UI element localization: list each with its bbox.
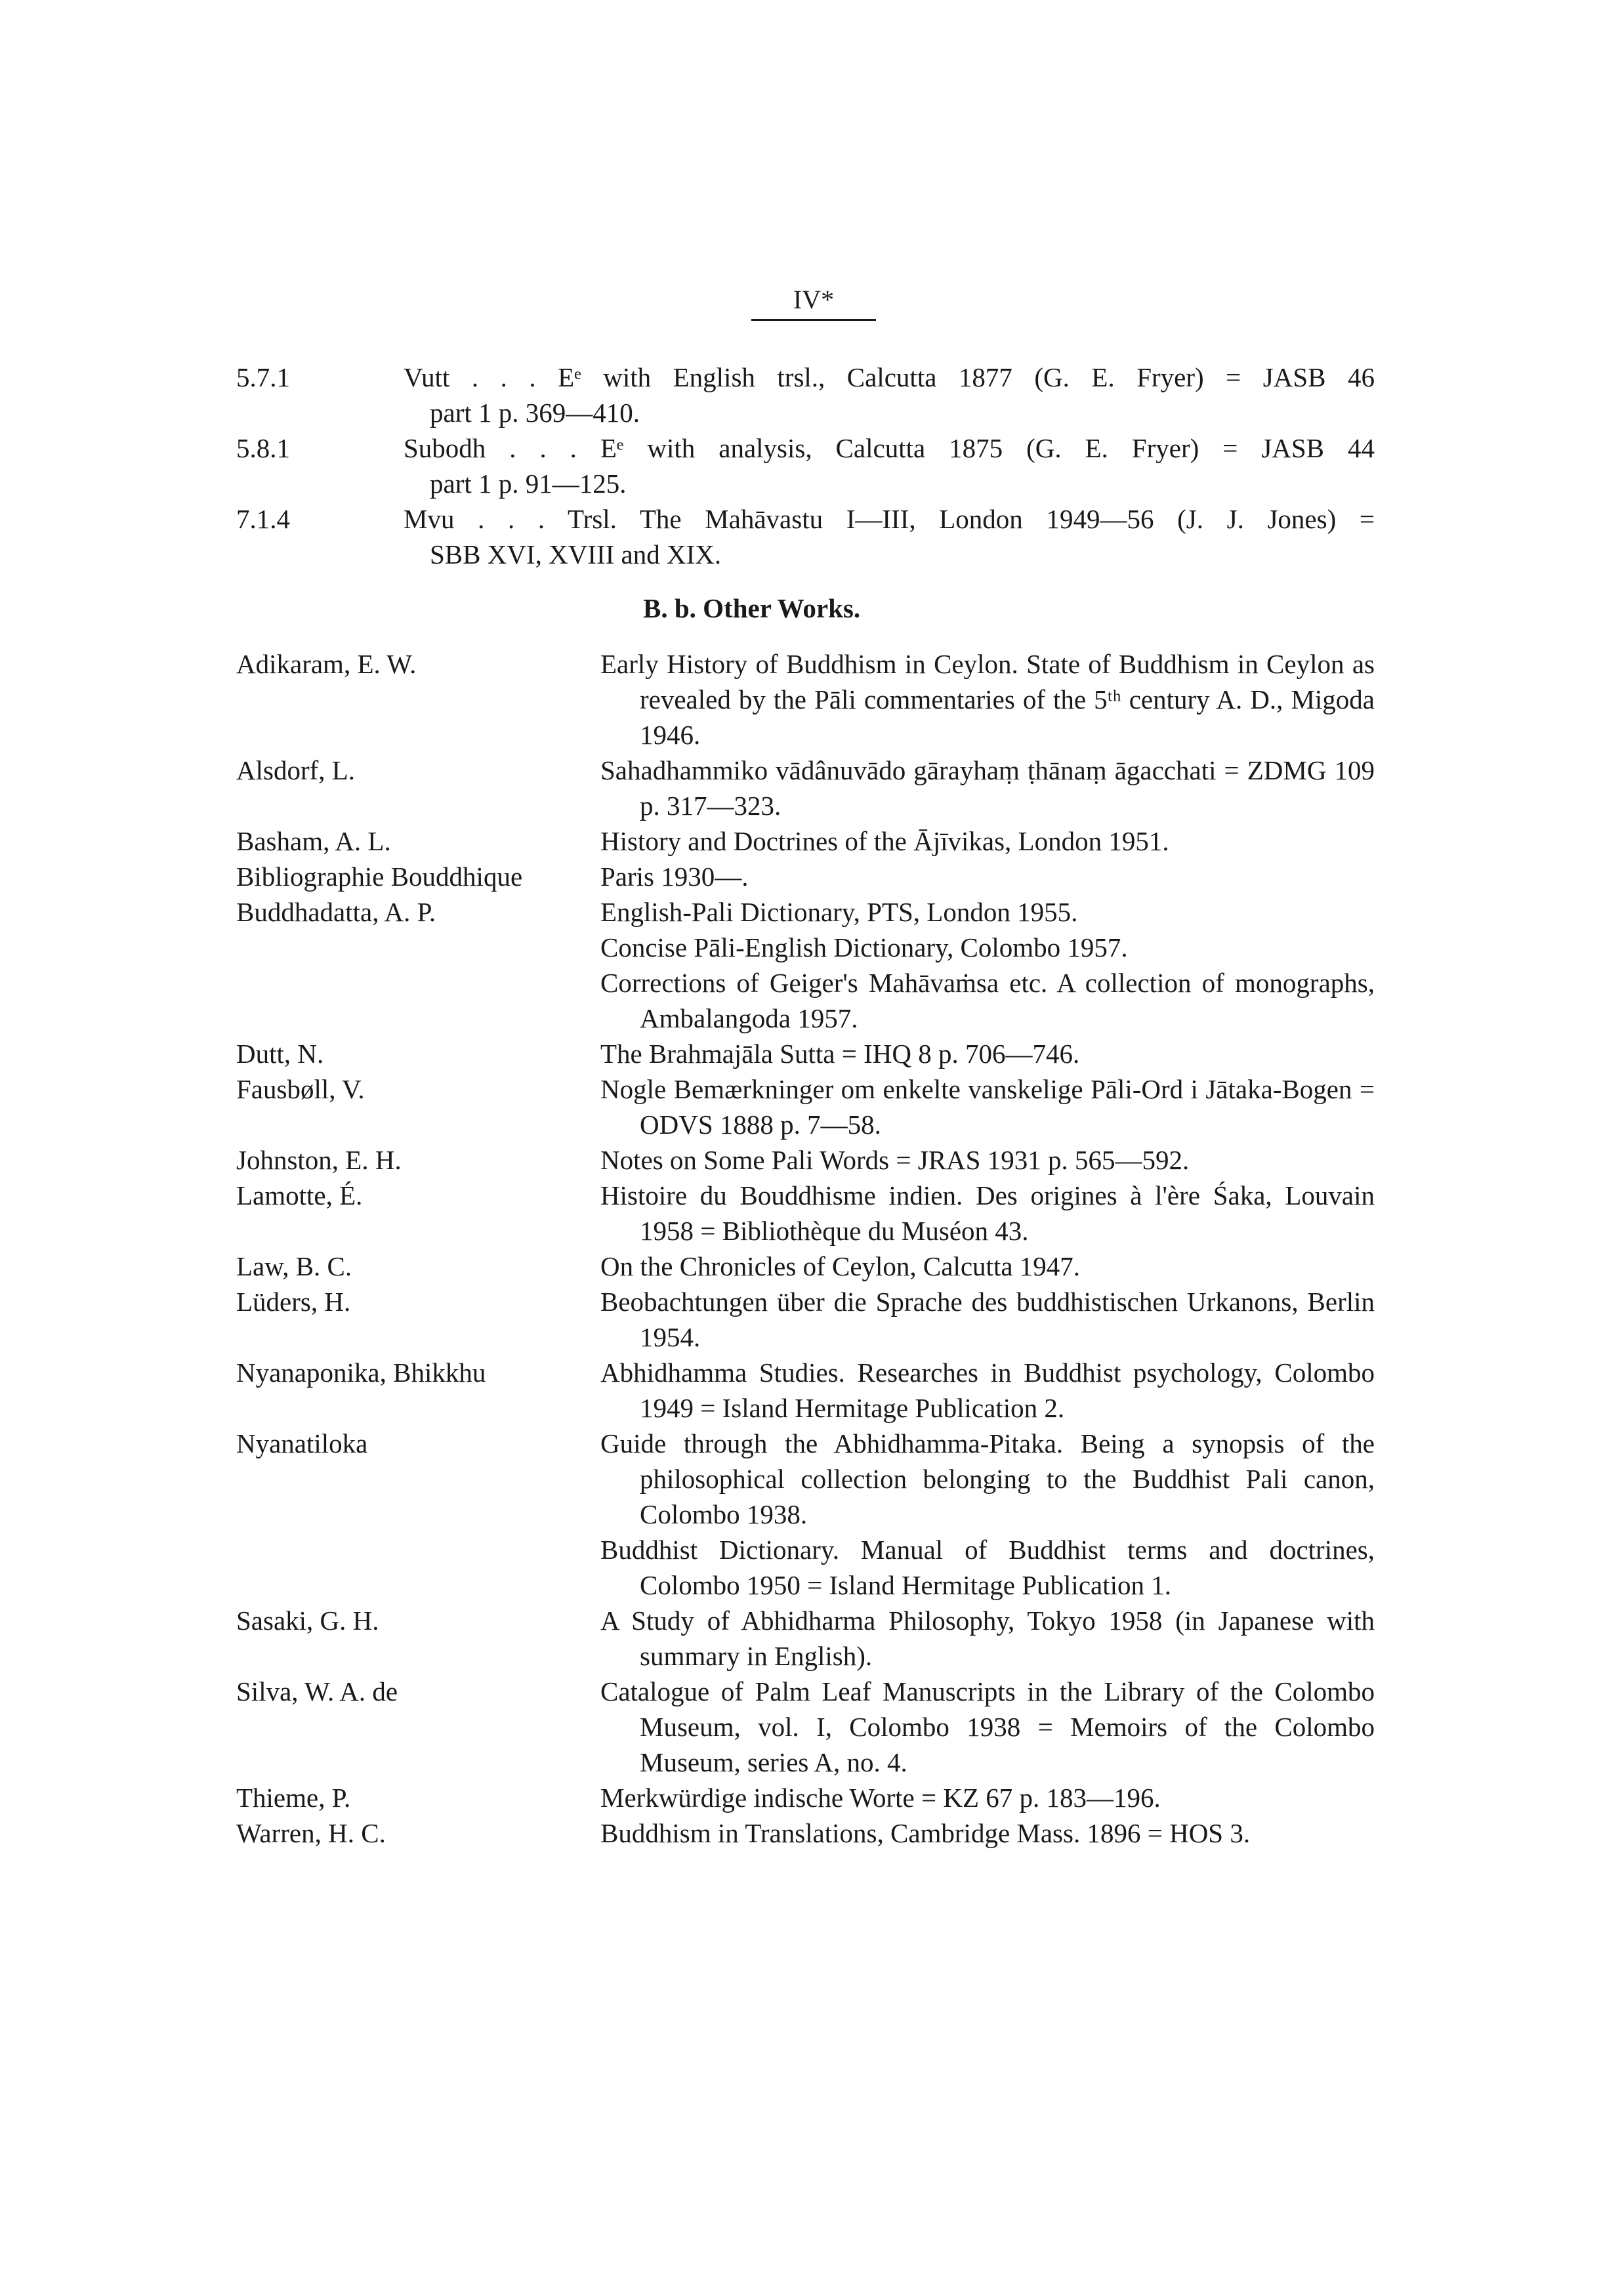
- author-name: Lüders, H.: [236, 1287, 351, 1317]
- bibliography-entry: [236, 1178, 1375, 1249]
- bibliography-entry: [236, 1603, 1375, 1674]
- work-citation: Histoire du Bouddhisme indien. Des origines à l'ère Śaka, Louvain 1958 = Bibliothèque du Muséon 43.: [600, 1180, 1375, 1246]
- bibliography-entry: [236, 646, 1375, 753]
- work-citation: Early History of Buddhism in Ceylon. State of Buddhism in Ceylon as revealed by the Pāli commentaries of the 5ᵗʰ century A. D., Migoda 1946.: [600, 649, 1375, 750]
- entry-number: 5.8.1: [236, 433, 290, 463]
- bibliography-entry: [236, 1036, 1375, 1071]
- author-name: Law, B. C.: [236, 1251, 352, 1281]
- author-name: Lamotte, É.: [236, 1180, 363, 1210]
- work-citation: Buddhism in Translations, Cambridge Mass. 1896 = HOS 3.: [600, 1818, 1251, 1848]
- entry-number: 7.1.4: [236, 504, 290, 534]
- work-citation: Notes on Some Pali Words = JRAS 1931 p. 565—592.: [600, 1145, 1190, 1175]
- author-name: Fausbøll, V.: [236, 1074, 365, 1104]
- entry-line: SBB XVI, XVIII and XIX.: [430, 539, 722, 569]
- bibliography-entry: [236, 823, 1375, 859]
- work-citation: Paris 1930—.: [600, 861, 749, 892]
- entry-line: part 1 p. 91—125.: [430, 468, 627, 499]
- author-name: Buddhadatta, A. P.: [236, 897, 436, 927]
- author-name: Nyanatiloka: [236, 1428, 368, 1458]
- section-a-list: [236, 360, 1375, 572]
- work-citation: Buddhist Dictionary. Manual of Buddhist terms and doctrines, Colombo 1950 = Island Hermitage Publication 1.: [600, 1535, 1375, 1600]
- entry-number: 5.7.1: [236, 362, 290, 392]
- author-name: Dutt, N.: [236, 1039, 324, 1069]
- entry-line: part 1 p. 369—410.: [430, 398, 640, 428]
- bibliography-entry: [236, 1284, 1375, 1355]
- bibliography-list: [236, 646, 1375, 1851]
- bibliography-entry: [236, 1426, 1375, 1603]
- section-a-entry: [236, 501, 1375, 572]
- work-citation: History and Doctrines of the Ājīvikas, London 1951.: [600, 826, 1169, 856]
- bibliography-entry: [236, 1674, 1375, 1780]
- bibliography-entry: [236, 1815, 1375, 1851]
- work-citation: Corrections of Geiger's Mahāvaṁsa etc. A collection of monographs, Ambalangoda 1957.: [600, 968, 1375, 1033]
- author-name: Alsdorf, L.: [236, 755, 356, 785]
- work-citation: Nogle Bemærkninger om enkelte vanskelige Pāli-Ord i Jātaka-Bogen = ODVS 1888 p. 7—58.: [600, 1074, 1375, 1140]
- bibliography-entry: [236, 1142, 1375, 1178]
- work-citation: Beobachtungen über die Sprache des buddhistischen Urkanons, Berlin 1954.: [600, 1287, 1375, 1352]
- author-name: Johnston, E. H.: [236, 1145, 402, 1175]
- bibliography-entry: [236, 1249, 1375, 1284]
- section-a-entry: [236, 430, 1375, 501]
- bibliography-entry: [236, 859, 1375, 894]
- author-name: Warren, H. C.: [236, 1818, 386, 1848]
- author-name: Adikaram, E. W.: [236, 649, 417, 679]
- work-citation: Guide through the Abhidhamma-Pitaka. Being a synopsis of the philosophical collection belonging to the Buddhist Pali canon, Colombo 1938.: [600, 1428, 1375, 1529]
- author-name: Sasaki, G. H.: [236, 1605, 379, 1636]
- bibliography-entry: [236, 894, 1375, 1036]
- author-name: Bibliographie Bouddhique: [236, 861, 523, 892]
- work-citation: English-Pali Dictionary, PTS, London 1955.: [600, 897, 1078, 927]
- section-b-heading: B. b. Other Works.: [643, 593, 861, 623]
- work-citation: Abhidhamma Studies. Researches in Buddhist psychology, Colombo 1949 = Island Hermitage Publication 2.: [600, 1357, 1375, 1423]
- work-citation: Merkwürdige indische Worte = KZ 67 p. 183—196.: [600, 1783, 1161, 1813]
- work-citation: On the Chronicles of Ceylon, Calcutta 1947.: [600, 1251, 1081, 1281]
- work-citation: The Brahmajāla Sutta = IHQ 8 p. 706—746.: [600, 1039, 1080, 1069]
- author-name: Thieme, P.: [236, 1783, 351, 1813]
- page-number: IV*: [751, 283, 876, 321]
- work-citation: Concise Pāli-English Dictionary, Colombo 1957.: [600, 932, 1128, 962]
- author-name: Silva, W. A. de: [236, 1676, 398, 1706]
- bibliography-entry: [236, 1355, 1375, 1426]
- bibliography-entry: [236, 1071, 1375, 1142]
- work-citation: Sahadhammiko vādânuvādo gārayhaṃ ṭhānaṃ āgacchati = ZDMG 109 p. 317—323.: [600, 755, 1375, 821]
- entry-line: Vutt . . . Eᵉ with English trsl., Calcutta 1877 (G. E. Fryer) = JASB 46: [404, 362, 1375, 392]
- work-citation: Catalogue of Palm Leaf Manuscripts in the Library of the Colombo Museum, vol. I, Colombo 1938 = Memoirs of the Colombo Museum, series A, no. 4.: [600, 1676, 1375, 1777]
- author-name: Nyanaponika, Bhikkhu: [236, 1357, 486, 1388]
- work-citation: A Study of Abhidharma Philosophy, Tokyo 1958 (in Japanese with summary in English).: [600, 1605, 1375, 1671]
- section-a-entry: [236, 360, 1375, 430]
- bibliography-entry: [236, 1780, 1375, 1815]
- entry-line: Mvu . . . Trsl. The Mahāvastu I—III, London 1949—56 (J. J. Jones) =: [404, 504, 1375, 534]
- bibliography-entry: [236, 753, 1375, 823]
- author-name: Basham, A. L.: [236, 826, 391, 856]
- entry-line: Subodh . . . Eᵉ with analysis, Calcutta 1875 (G. E. Fryer) = JASB 44: [404, 433, 1375, 463]
